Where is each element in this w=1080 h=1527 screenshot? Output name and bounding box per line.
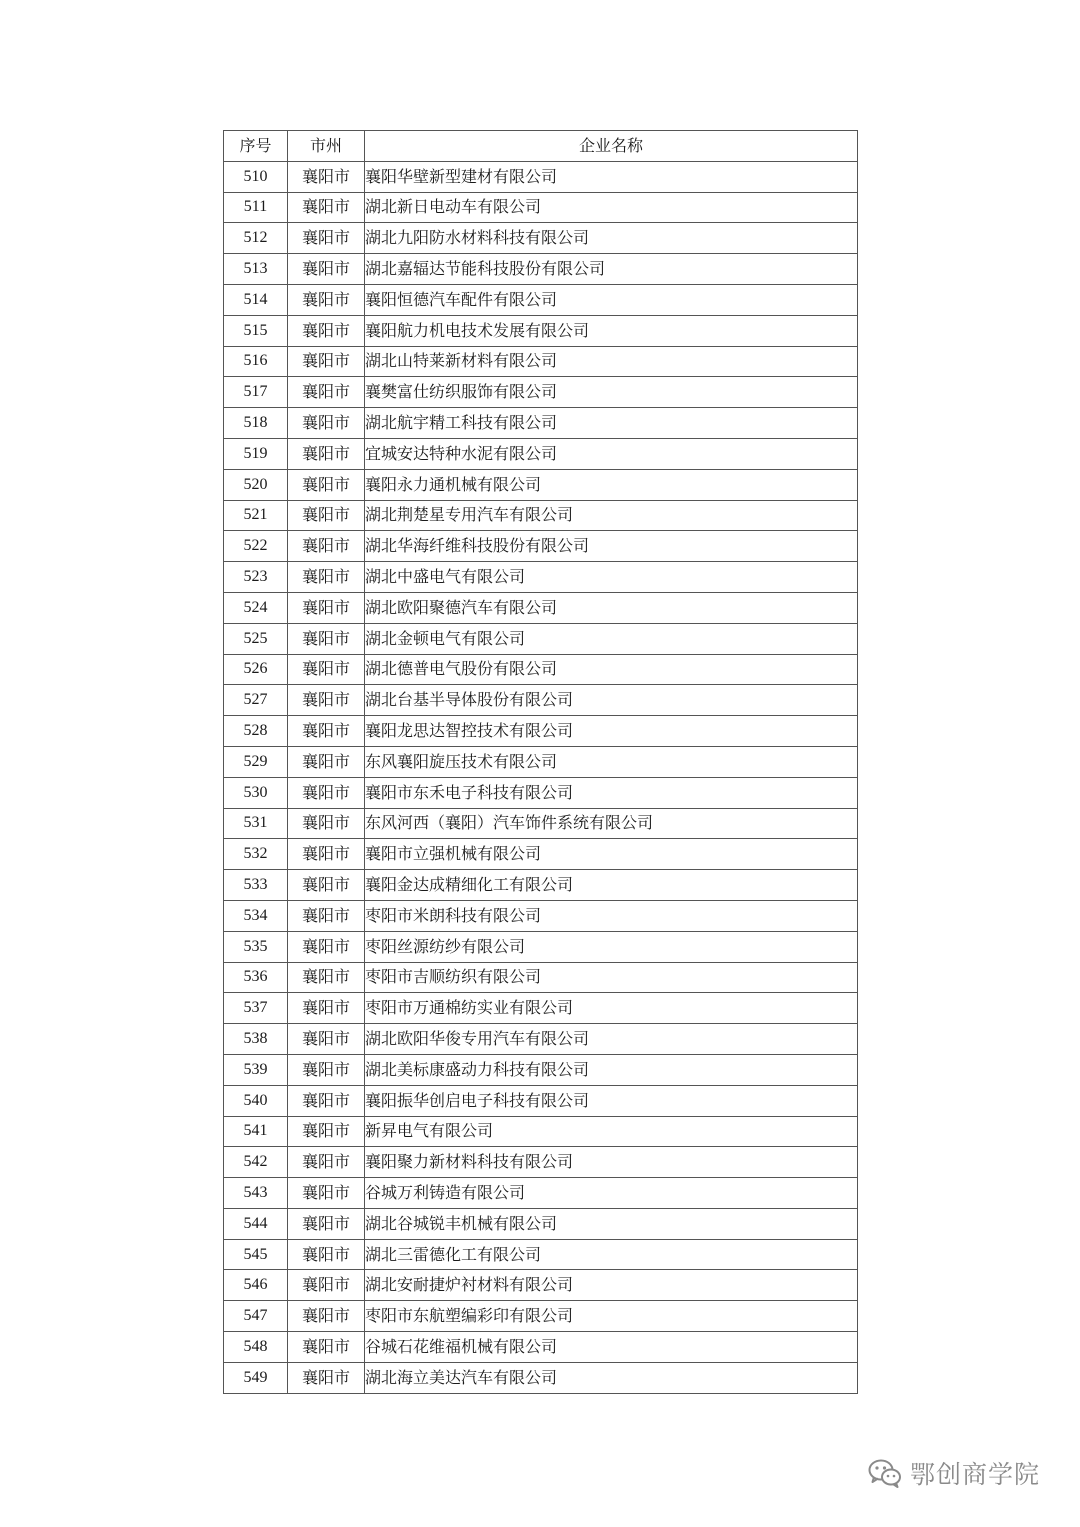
row-city: 襄阳市 xyxy=(288,438,365,469)
table-row xyxy=(224,161,858,192)
row-number: 517 xyxy=(224,377,288,408)
table-row xyxy=(224,562,858,593)
table-row xyxy=(224,1362,858,1393)
table-row xyxy=(224,931,858,962)
row-city: 襄阳市 xyxy=(288,1054,365,1085)
row-city: 襄阳市 xyxy=(288,1024,365,1055)
row-city: 襄阳市 xyxy=(288,254,365,285)
row-number: 536 xyxy=(224,962,288,993)
row-number: 534 xyxy=(224,900,288,931)
row-number: 524 xyxy=(224,592,288,623)
table-row xyxy=(224,1085,858,1116)
row-number: 516 xyxy=(224,346,288,377)
row-city: 襄阳市 xyxy=(288,1301,365,1332)
row-number: 520 xyxy=(224,469,288,500)
table-row xyxy=(224,716,858,747)
row-city: 襄阳市 xyxy=(288,562,365,593)
row-company-name: 湖北台基半导体股份有限公司 xyxy=(365,685,858,716)
row-company-name: 新昇电气有限公司 xyxy=(365,1116,858,1147)
table-row xyxy=(224,839,858,870)
row-number: 513 xyxy=(224,254,288,285)
row-city: 襄阳市 xyxy=(288,1116,365,1147)
row-city: 襄阳市 xyxy=(288,531,365,562)
row-city: 襄阳市 xyxy=(288,346,365,377)
table-row xyxy=(224,746,858,777)
row-city: 襄阳市 xyxy=(288,284,365,315)
row-number: 526 xyxy=(224,654,288,685)
row-company-name: 湖北三雷德化工有限公司 xyxy=(365,1239,858,1270)
row-number: 542 xyxy=(224,1147,288,1178)
row-company-name: 湖北美标康盛动力科技有限公司 xyxy=(365,1054,858,1085)
row-company-name: 谷城石花维福机械有限公司 xyxy=(365,1332,858,1363)
table-row xyxy=(224,654,858,685)
row-company-name: 枣阳市米朗科技有限公司 xyxy=(365,900,858,931)
table-row xyxy=(224,1208,858,1239)
row-city: 襄阳市 xyxy=(288,500,365,531)
table-row xyxy=(224,469,858,500)
row-city: 襄阳市 xyxy=(288,192,365,223)
row-number: 548 xyxy=(224,1332,288,1363)
row-city: 襄阳市 xyxy=(288,716,365,747)
header-city: 市州 xyxy=(288,131,365,162)
row-company-name: 湖北金顿电气有限公司 xyxy=(365,623,858,654)
header-name: 企业名称 xyxy=(365,131,858,162)
table-header-row xyxy=(224,131,858,162)
row-number: 523 xyxy=(224,562,288,593)
row-number: 543 xyxy=(224,1178,288,1209)
row-company-name: 湖北谷城锐丰机械有限公司 xyxy=(365,1208,858,1239)
row-company-name: 襄阳永力通机械有限公司 xyxy=(365,469,858,500)
row-city: 襄阳市 xyxy=(288,900,365,931)
row-number: 544 xyxy=(224,1208,288,1239)
row-number: 527 xyxy=(224,685,288,716)
watermark-text: 鄂创商学院 xyxy=(910,1460,1041,1489)
table-row xyxy=(224,346,858,377)
row-city: 襄阳市 xyxy=(288,746,365,777)
row-city: 襄阳市 xyxy=(288,931,365,962)
table-row xyxy=(224,531,858,562)
row-company-name: 东风襄阳旋压技术有限公司 xyxy=(365,746,858,777)
row-number: 515 xyxy=(224,315,288,346)
table-row xyxy=(224,808,858,839)
row-number: 541 xyxy=(224,1116,288,1147)
row-company-name: 湖北欧阳华俊专用汽车有限公司 xyxy=(365,1024,858,1055)
enterprise-table xyxy=(223,130,858,1394)
row-company-name: 湖北欧阳聚德汽车有限公司 xyxy=(365,592,858,623)
table-row xyxy=(224,377,858,408)
row-number: 529 xyxy=(224,746,288,777)
row-city: 襄阳市 xyxy=(288,223,365,254)
table-row xyxy=(224,1147,858,1178)
row-number: 511 xyxy=(224,192,288,223)
row-number: 521 xyxy=(224,500,288,531)
row-company-name: 枣阳市东航塑编彩印有限公司 xyxy=(365,1301,858,1332)
row-city: 襄阳市 xyxy=(288,377,365,408)
row-city: 襄阳市 xyxy=(288,808,365,839)
row-city: 襄阳市 xyxy=(288,623,365,654)
table-row xyxy=(224,192,858,223)
row-number: 519 xyxy=(224,438,288,469)
table-body xyxy=(224,161,858,1393)
row-company-name: 湖北华海纤维科技股份有限公司 xyxy=(365,531,858,562)
row-city: 襄阳市 xyxy=(288,592,365,623)
table-row xyxy=(224,993,858,1024)
watermark xyxy=(868,1453,1040,1493)
row-company-name: 湖北新日电动车有限公司 xyxy=(365,192,858,223)
row-number: 518 xyxy=(224,408,288,439)
row-company-name: 宜城安达特种水泥有限公司 xyxy=(365,438,858,469)
row-city: 襄阳市 xyxy=(288,1270,365,1301)
table-row xyxy=(224,438,858,469)
row-city: 襄阳市 xyxy=(288,315,365,346)
row-number: 530 xyxy=(224,777,288,808)
row-number: 539 xyxy=(224,1054,288,1085)
row-city: 襄阳市 xyxy=(288,993,365,1024)
row-company-name: 湖北安耐捷炉衬材料有限公司 xyxy=(365,1270,858,1301)
row-number: 531 xyxy=(224,808,288,839)
table-row xyxy=(224,900,858,931)
table-row xyxy=(224,254,858,285)
row-company-name: 襄阳市东禾电子科技有限公司 xyxy=(365,777,858,808)
row-city: 襄阳市 xyxy=(288,962,365,993)
row-number: 514 xyxy=(224,284,288,315)
table-row xyxy=(224,223,858,254)
table-row xyxy=(224,623,858,654)
row-number: 532 xyxy=(224,839,288,870)
row-city: 襄阳市 xyxy=(288,1178,365,1209)
row-number: 546 xyxy=(224,1270,288,1301)
row-number: 538 xyxy=(224,1024,288,1055)
row-number: 522 xyxy=(224,531,288,562)
row-company-name: 谷城万利铸造有限公司 xyxy=(365,1178,858,1209)
row-company-name: 襄阳华壁新型建材有限公司 xyxy=(365,161,858,192)
table-row xyxy=(224,962,858,993)
row-company-name: 枣阳市万通棉纺实业有限公司 xyxy=(365,993,858,1024)
row-company-name: 湖北德普电气股份有限公司 xyxy=(365,654,858,685)
row-company-name: 襄阳航力机电技术发展有限公司 xyxy=(365,315,858,346)
row-city: 襄阳市 xyxy=(288,408,365,439)
row-number: 545 xyxy=(224,1239,288,1270)
row-company-name: 襄樊富仕纺织服饰有限公司 xyxy=(365,377,858,408)
table-row xyxy=(224,777,858,808)
row-company-name: 湖北中盛电气有限公司 xyxy=(365,562,858,593)
row-city: 襄阳市 xyxy=(288,870,365,901)
row-company-name: 东风河西（襄阳）汽车饰件系统有限公司 xyxy=(365,808,858,839)
row-number: 528 xyxy=(224,716,288,747)
row-company-name: 湖北九阳防水材料科技有限公司 xyxy=(365,223,858,254)
table-row xyxy=(224,1270,858,1301)
row-number: 512 xyxy=(224,223,288,254)
row-number: 510 xyxy=(224,161,288,192)
table-row xyxy=(224,1239,858,1270)
table-row xyxy=(224,1178,858,1209)
row-city: 襄阳市 xyxy=(288,1085,365,1116)
row-number: 537 xyxy=(224,993,288,1024)
row-city: 襄阳市 xyxy=(288,469,365,500)
row-company-name: 湖北航宇精工科技有限公司 xyxy=(365,408,858,439)
row-company-name: 湖北荆楚星专用汽车有限公司 xyxy=(365,500,858,531)
row-company-name: 湖北海立美达汽车有限公司 xyxy=(365,1362,858,1393)
row-city: 襄阳市 xyxy=(288,1239,365,1270)
table-row xyxy=(224,408,858,439)
table-row xyxy=(224,685,858,716)
row-city: 襄阳市 xyxy=(288,1332,365,1363)
table-row xyxy=(224,1054,858,1085)
row-company-name: 襄阳恒德汽车配件有限公司 xyxy=(365,284,858,315)
row-city: 襄阳市 xyxy=(288,685,365,716)
row-city: 襄阳市 xyxy=(288,1362,365,1393)
row-city: 襄阳市 xyxy=(288,654,365,685)
row-company-name: 襄阳市立强机械有限公司 xyxy=(365,839,858,870)
header-num: 序号 xyxy=(224,131,288,162)
row-company-name: 襄阳龙思达智控技术有限公司 xyxy=(365,716,858,747)
row-number: 547 xyxy=(224,1301,288,1332)
row-number: 525 xyxy=(224,623,288,654)
row-number: 535 xyxy=(224,931,288,962)
row-number: 549 xyxy=(224,1362,288,1393)
table-row xyxy=(224,500,858,531)
row-company-name: 枣阳市吉顺纺织有限公司 xyxy=(365,962,858,993)
row-city: 襄阳市 xyxy=(288,777,365,808)
table-row xyxy=(224,1332,858,1363)
row-city: 襄阳市 xyxy=(288,161,365,192)
row-city: 襄阳市 xyxy=(288,839,365,870)
table-row xyxy=(224,592,858,623)
table-row xyxy=(224,1116,858,1147)
table-row xyxy=(224,1301,858,1332)
row-number: 533 xyxy=(224,870,288,901)
table-row xyxy=(224,284,858,315)
row-company-name: 枣阳丝源纺纱有限公司 xyxy=(365,931,858,962)
row-city: 襄阳市 xyxy=(288,1208,365,1239)
row-company-name: 襄阳聚力新材料科技有限公司 xyxy=(365,1147,858,1178)
row-company-name: 襄阳金达成精细化工有限公司 xyxy=(365,870,858,901)
table-row xyxy=(224,315,858,346)
table-row xyxy=(224,1024,858,1055)
row-company-name: 襄阳振华创启电子科技有限公司 xyxy=(365,1085,858,1116)
row-number: 540 xyxy=(224,1085,288,1116)
table-row xyxy=(224,870,858,901)
row-company-name: 湖北嘉辐达节能科技股份有限公司 xyxy=(365,254,858,285)
wechat-icon xyxy=(868,1458,902,1488)
row-city: 襄阳市 xyxy=(288,1147,365,1178)
row-company-name: 湖北山特莱新材料有限公司 xyxy=(365,346,858,377)
